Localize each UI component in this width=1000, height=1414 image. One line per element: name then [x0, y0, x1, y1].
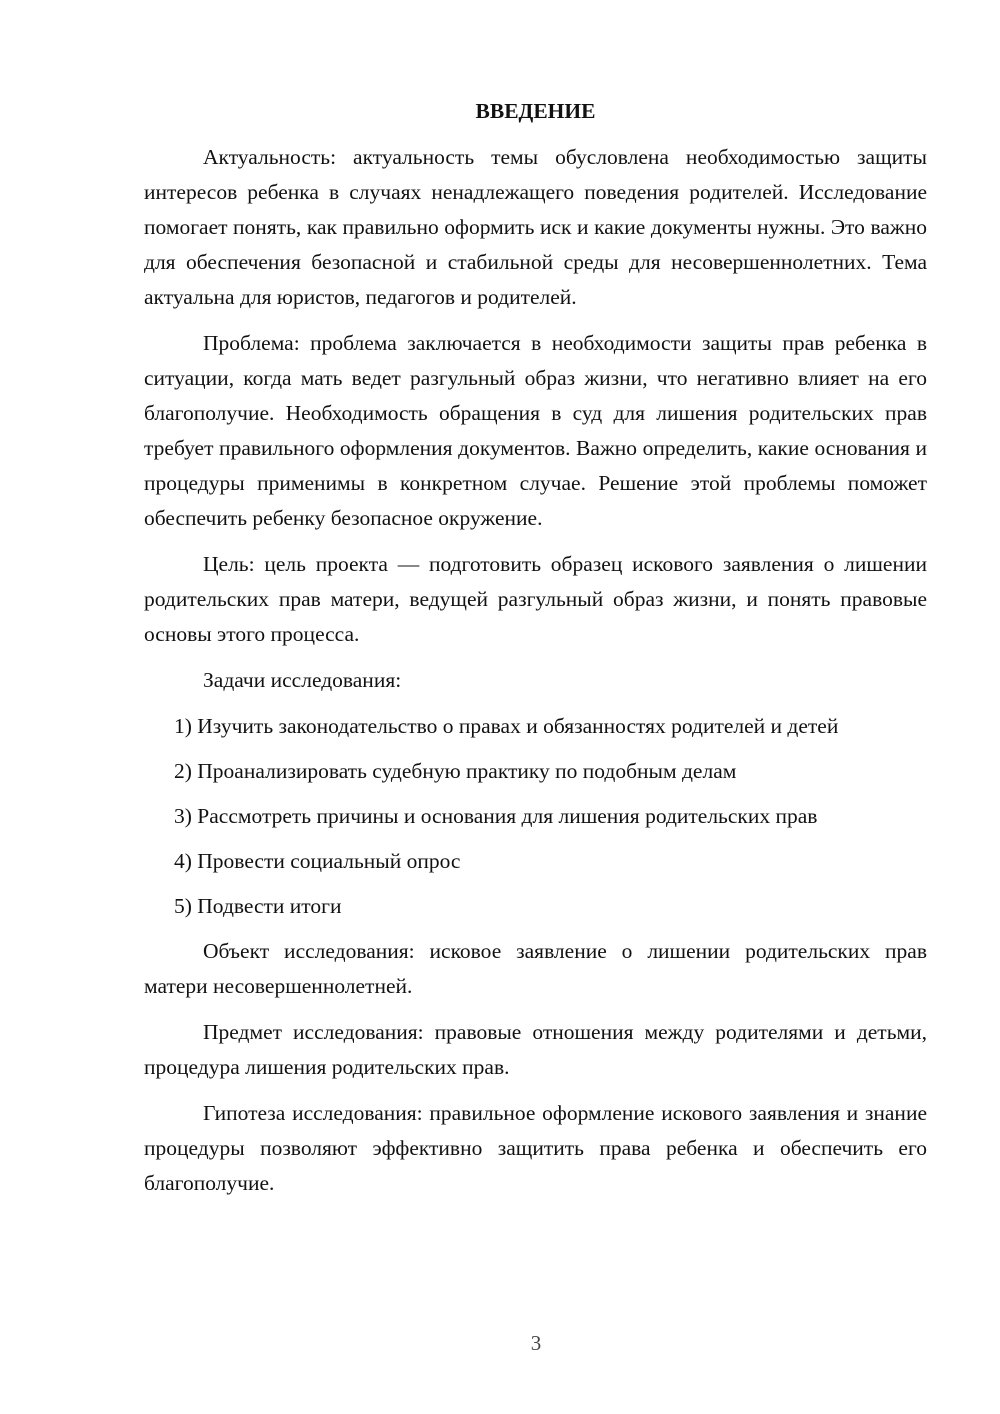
task-item: 3) Рассмотреть причины и основания для лишения родительских прав [174, 804, 818, 828]
section-heading: ВВЕДЕНИЕ [475, 99, 596, 123]
document-body [144, 94, 927, 1212]
goal-paragraph: Цель: цель проекта — подготовить образец искового заявления о лишении родительских прав матери, ведущей разгульный образ жизни, и понять правовые основы этого процесса. [144, 552, 927, 646]
subject-paragraph: Предмет исследования: правовые отношения между родителями и детьми, процедура лишения родительских прав. [144, 1020, 927, 1079]
task-item: 5) Подвести итоги [174, 894, 342, 918]
task-item: 1) Изучить законодательство о правах и обязанностях родителей и детей [174, 714, 839, 738]
task-item: 2) Проанализировать судебную практику по подобным делам [174, 759, 737, 783]
task-item: 4) Провести социальный опрос [174, 849, 461, 873]
object-paragraph: Объект исследования: исковое заявление о лишении родительских прав матери несовершеннолетней. [144, 939, 927, 998]
page-number: 3 [530, 1331, 542, 1355]
relevance-paragraph: Актуальность: актуальность темы обусловлена необходимостью защиты интересов ребенка в случаях ненадлежащего поведения родителей. Исследование помогает понять, как правильно оформить иск и какие документы нужны. Это важно для обеспечения безопасной и стабильной среды для несовершеннолетних. Тема актуальна для юристов, педагогов и родителей. [144, 145, 927, 309]
tasks-title: Задачи исследования: [203, 668, 402, 692]
hypothesis-paragraph: Гипотеза исследования: правильное оформление искового заявления и знание процедуры позволяют эффективно защитить права ребенка и обеспечить его благополучие. [144, 1101, 927, 1195]
problem-paragraph: Проблема: проблема заключается в необходимости защиты прав ребенка в ситуации, когда мать ведет разгульный образ жизни, что негативно влияет на его благополучие. Необходимость обращения в суд для лишения родительских прав требует правильного оформления документов. Важно определить, какие основания и процедуры применимы в конкретном случае. Решение этой проблемы поможет обеспечить ребенку безопасное окружение. [144, 331, 927, 530]
